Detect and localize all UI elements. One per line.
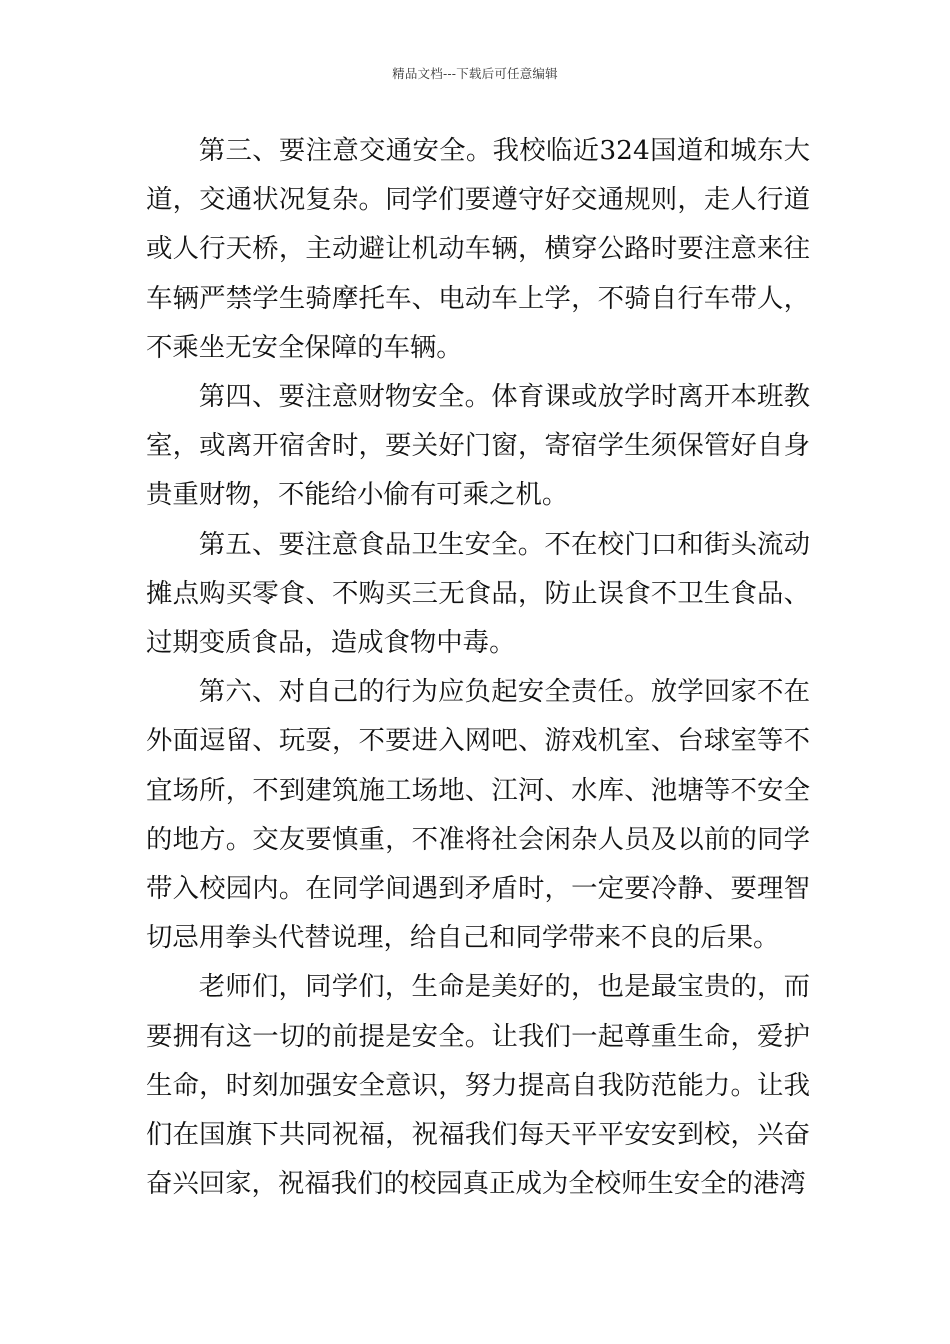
paragraph-property-safety: 第四、要注意财物安全。体育课或放学时离开本班教室，或离开宿舍时，要关好门窗，寄宿学生须保管好自身贵重财物，不能给小偷有可乘之机。 bbox=[146, 381, 810, 511]
paragraph-traffic-safety: 第三、要注意交通安全。我校临近324国道和城东大道，交通状况复杂。同学们要遵守好交通规则，走人行道或人行天桥，主动避让机动车辆，横穿公路时要注意来往车辆严禁学生骑摩托车、电动车上学，不骑自行车带人，不乘坐无安全保障的车辆。 bbox=[146, 135, 810, 363]
paragraph-behavior-responsibility: 第六、对自己的行为应负起安全责任。放学回家不在外面逗留、玩耍，不要进入网吧、游戏机室、台球室等不宜场所，不到建筑施工场地、江河、水库、池塘等不安全的地方。交友要慎重，不准将社会闲杂人员及以前的同学带入校园内。在同学间遇到矛盾时，一定要冷静、要理智切忌用拳头代替说理，给自己和同学带来不良的后果。 bbox=[146, 676, 810, 954]
document-body bbox=[146, 126, 810, 1208]
page-header: 精品文档---下载后可任意编辑 bbox=[392, 66, 558, 81]
paragraph-closing: 老师们，同学们，生命是美好的，也是最宝贵的，而要拥有这一切的前提是安全。让我们一起尊重生命，爱护生命，时刻加强安全意识，努力提高自我防范能力。让我们在国旗下共同祝福，祝福我们每天平平安安到校，兴奋奋兴回家，祝福我们的校园真正成为全校师生安全的港湾 bbox=[146, 971, 810, 1200]
paragraph-food-safety: 第五、要注意食品卫生安全。不在校门口和街头流动摊点购买零食、不购买三无食品，防止误食不卫生食品、过期变质食品，造成食物中毒。 bbox=[146, 528, 810, 659]
